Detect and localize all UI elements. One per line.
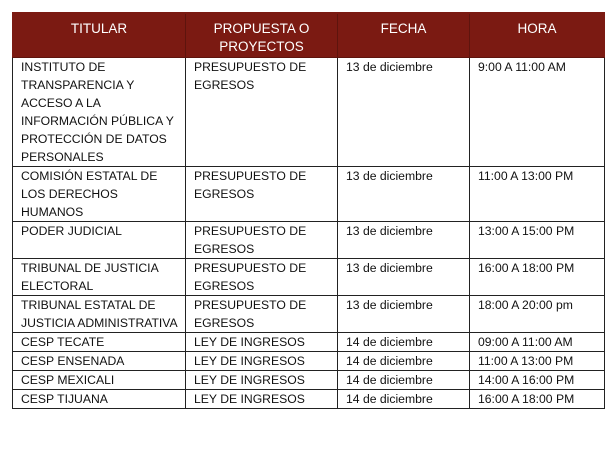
schedule-table: [12, 12, 605, 409]
table-row: [13, 259, 605, 296]
cell-hora: 18:00 A 20:00 pm: [470, 296, 605, 333]
cell-fecha: 14 de diciembre: [338, 390, 470, 409]
cell-fecha: 13 de diciembre: [338, 167, 470, 222]
cell-hora: 14:00 A 16:00 PM: [470, 371, 605, 390]
header-propuesta: PROPUESTA O PROYECTOS: [186, 13, 338, 58]
cell-fecha: 13 de diciembre: [338, 259, 470, 296]
cell-fecha: 14 de diciembre: [338, 371, 470, 390]
header-titular: TITULAR: [13, 13, 186, 58]
cell-hora: 13:00 A 15:00 PM: [470, 222, 605, 259]
cell-fecha: 13 de diciembre: [338, 222, 470, 259]
header-hora: HORA: [470, 13, 605, 58]
table-row: [13, 390, 605, 409]
cell-propuesta: PRESUPUESTO DE EGRESOS: [186, 167, 338, 222]
cell-fecha: 14 de diciembre: [338, 352, 470, 371]
cell-titular: TRIBUNAL ESTATAL DE JUSTICIA ADMINISTRATIVA: [13, 296, 186, 333]
cell-propuesta: PRESUPUESTO DE EGRESOS: [186, 58, 338, 167]
cell-hora: 11:00 A 13:00 PM: [470, 167, 605, 222]
cell-hora: 16:00 A 18:00 PM: [470, 259, 605, 296]
header-row: [13, 13, 605, 58]
cell-titular: COMISIÓN ESTATAL DE LOS DERECHOS HUMANOS: [13, 167, 186, 222]
cell-propuesta: PRESUPUESTO DE EGRESOS: [186, 259, 338, 296]
table-row: [13, 352, 605, 371]
table-row: [13, 58, 605, 167]
cell-hora: 11:00 A 13:00 PM: [470, 352, 605, 371]
cell-propuesta: PRESUPUESTO DE EGRESOS: [186, 296, 338, 333]
cell-titular: INSTITUTO DE TRANSPARENCIA Y ACCESO A LA INFORMACIÓN PÚBLICA Y PROTECCIÓN DE DATOS PERSONALES: [13, 58, 186, 167]
cell-fecha: 13 de diciembre: [338, 58, 470, 167]
cell-propuesta: LEY DE INGRESOS: [186, 352, 338, 371]
cell-fecha: 14 de diciembre: [338, 333, 470, 352]
cell-propuesta: PRESUPUESTO DE EGRESOS: [186, 222, 338, 259]
cell-titular: TRIBUNAL DE JUSTICIA ELECTORAL: [13, 259, 186, 296]
cell-propuesta: LEY DE INGRESOS: [186, 371, 338, 390]
table-row: [13, 333, 605, 352]
cell-fecha: 13 de diciembre: [338, 296, 470, 333]
table-row: [13, 371, 605, 390]
cell-titular: CESP ENSENADA: [13, 352, 186, 371]
schedule-table-container: [12, 12, 605, 409]
table-row: [13, 222, 605, 259]
cell-hora: 16:00 A 18:00 PM: [470, 390, 605, 409]
cell-hora: 09:00 A 11:00 AM: [470, 333, 605, 352]
cell-propuesta: LEY DE INGRESOS: [186, 390, 338, 409]
header-fecha: FECHA: [338, 13, 470, 58]
table-row: [13, 296, 605, 333]
cell-titular: CESP TECATE: [13, 333, 186, 352]
cell-titular: PODER JUDICIAL: [13, 222, 186, 259]
cell-titular: CESP MEXICALI: [13, 371, 186, 390]
cell-titular: CESP TIJUANA: [13, 390, 186, 409]
cell-hora: 9:00 A 11:00 AM: [470, 58, 605, 167]
table-header: [13, 13, 605, 58]
table-body: [13, 58, 605, 409]
cell-propuesta: LEY DE INGRESOS: [186, 333, 338, 352]
table-row: [13, 167, 605, 222]
